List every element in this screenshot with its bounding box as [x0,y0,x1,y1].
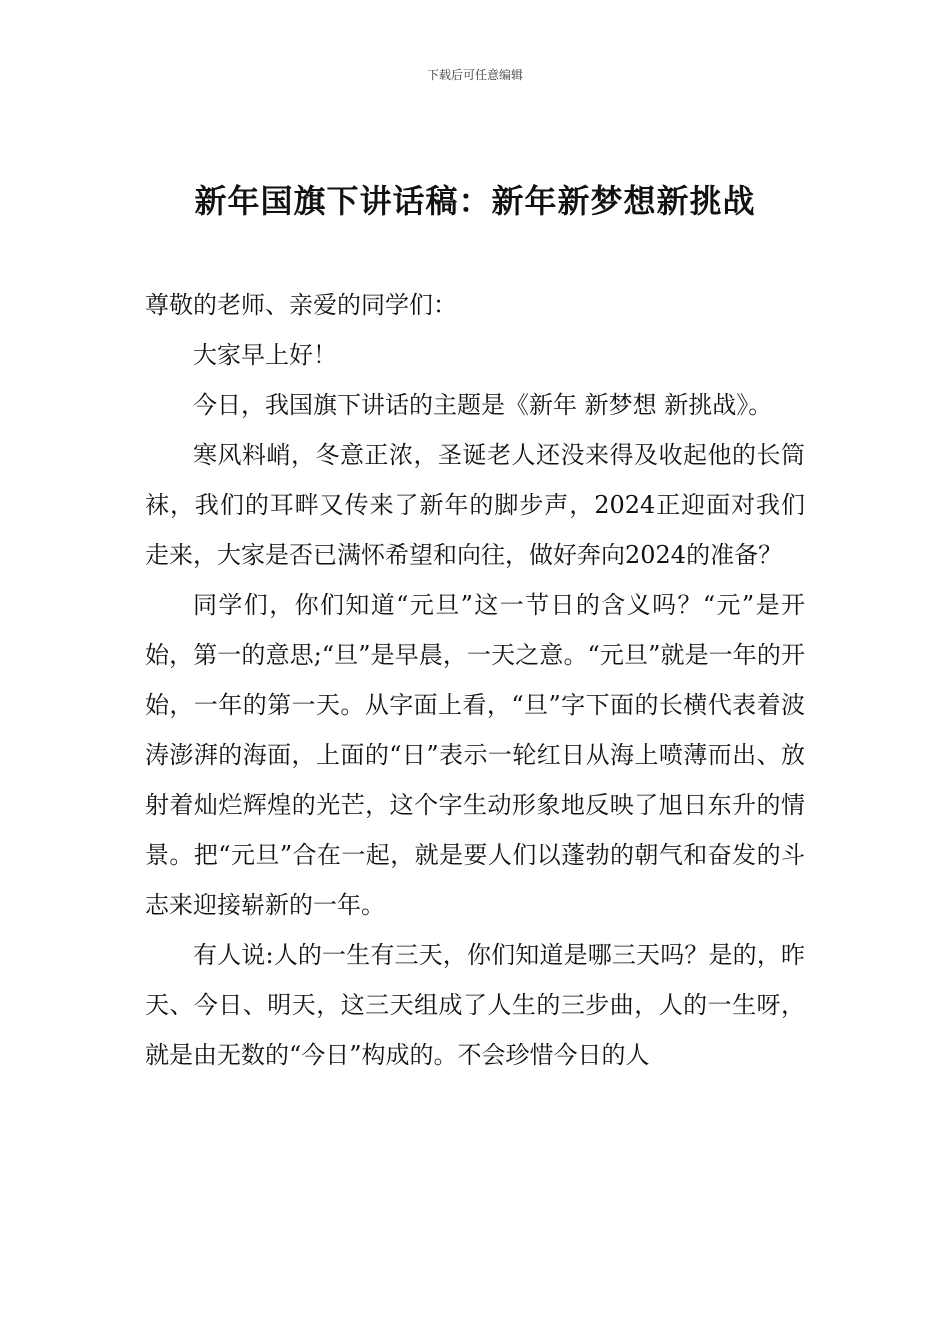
paragraph-topic: 今日，我国旗下讲话的主题是《新年 新梦想 新挑战》。 [193,391,773,419]
document-body [145,280,805,1080]
salutation: 尊敬的老师、亲爱的同学们： [145,291,457,319]
paragraph-winter: 寒风料峭，冬意正浓，圣诞老人还没来得及收起他的长筒袜，我们的耳畔又传来了新年的脚步声，2024正迎面对我们走来，大家是否已满怀希望和向往，做好奔向2024的准备？ [145,441,805,569]
header-note: 下载后可任意编辑 [426,68,523,82]
paragraph-three-days: 有人说:人的一生有三天，你们知道是哪三天吗？是的，昨天、今日、明天，这三天组成了人生的三步曲，人的一生呀，就是由无数的“今日”构成的。不会珍惜今日的人 [145,941,805,1069]
paragraph-new-year-meaning: 同学们，你们知道“元旦”这一节日的含义吗？“元”是开始，第一的意思;“旦”是早晨，一天之意。“元旦”就是一年的开始，一年的第一天。从字面上看，“旦”字下面的长横代表着波涛澎湃的海面，上面的“日”表示一轮红日从海上喷薄而出、放射着灿烂辉煌的光芒，这个字生动形象地反映了旭日东升的情景。把“元旦”合在一起，就是要人们以蓬勃的朝气和奋发的斗志来迎接崭新的一年。 [145,591,805,919]
paragraph-greeting: 大家早上好！ [193,341,337,369]
document-title: 新年国旗下讲话稿：新年新梦想新挑战 [194,182,756,220]
